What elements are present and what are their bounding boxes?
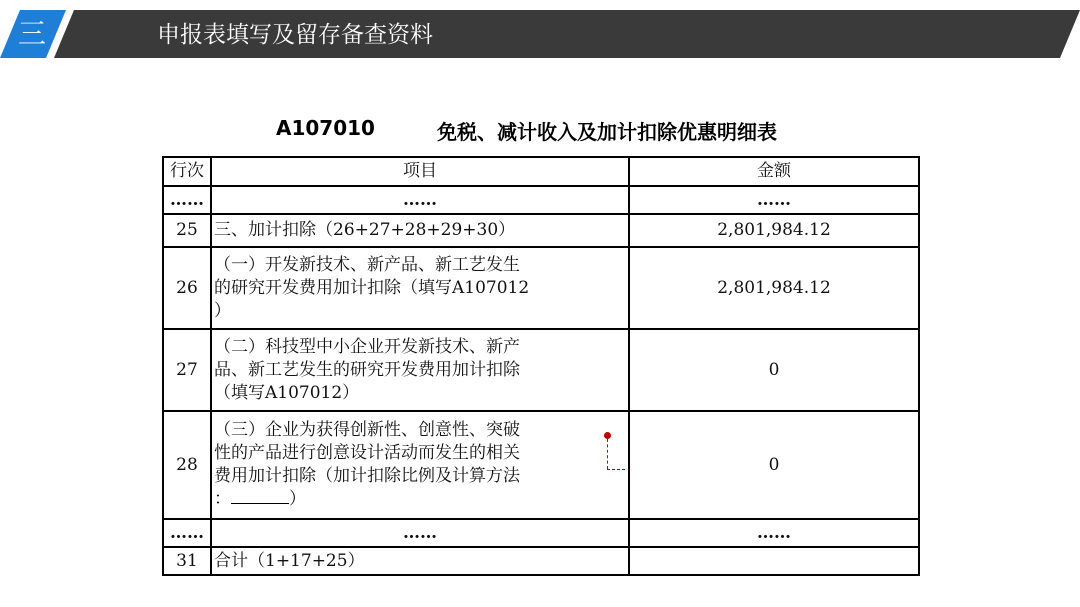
row-item-line: （填写A107012） xyxy=(214,382,360,403)
row-amount: 2,801,984.12 xyxy=(629,247,919,329)
table-title: 免税、减计收入及加计扣除优惠明细表 xyxy=(437,120,777,144)
row-item xyxy=(211,411,629,519)
row-item-close-paren: ） xyxy=(289,489,306,509)
row-amount: 0 xyxy=(629,411,919,519)
row-number: 28 xyxy=(163,411,211,519)
header-item: 项目 xyxy=(211,157,629,186)
row-item: …… xyxy=(211,519,629,547)
row-item-line: 性的产品进行创意设计活动而发生的相关 xyxy=(214,443,520,463)
row-item-line: ） xyxy=(214,300,231,321)
row-number: 26 xyxy=(163,247,211,329)
row-amount: …… xyxy=(629,519,919,547)
table-code: A107010 xyxy=(276,116,375,140)
header-banner xyxy=(0,10,1080,58)
table-row xyxy=(163,214,919,247)
row-item-colon: ： xyxy=(214,489,231,509)
row-number: 25 xyxy=(163,214,211,247)
row-item-line: 品、新工艺发生的研究开发费用加计扣除 xyxy=(214,359,520,380)
row-item-line: （一）开发新技术、新产品、新工艺发生 xyxy=(214,254,520,275)
row-number: …… xyxy=(163,186,211,214)
row-amount xyxy=(629,547,919,575)
row-item: 三、加计扣除（26+27+28+29+30） xyxy=(211,214,629,247)
row-item-line: （三）企业为获得创新性、创意性、突破 xyxy=(214,420,520,440)
page-title: 申报表填写及留存备查资料 xyxy=(157,22,433,48)
header-row-number: 行次 xyxy=(163,157,211,186)
row-amount: …… xyxy=(629,186,919,214)
annotation-dot xyxy=(604,432,611,439)
table-row xyxy=(163,519,919,547)
table-row xyxy=(163,186,919,214)
row-item-line: （二）科技型中小企业开发新技术、新产 xyxy=(214,336,520,357)
row-item: …… xyxy=(211,186,629,214)
header-amount: 金额 xyxy=(629,157,919,186)
table-row xyxy=(163,547,919,575)
row-item-line: 费用加计扣除（加计扣除比例及计算方法 xyxy=(214,466,520,486)
row-number: 31 xyxy=(163,547,211,575)
table-row xyxy=(163,411,919,519)
row-item xyxy=(211,247,629,329)
section-number: 三 xyxy=(17,17,46,50)
table-row xyxy=(163,329,919,411)
blank-underline xyxy=(231,489,289,504)
table-row xyxy=(163,247,919,329)
detail-table xyxy=(162,156,920,576)
table-header-row xyxy=(163,157,919,186)
annotation-line xyxy=(607,439,609,469)
row-item: 合计（1+17+25） xyxy=(211,547,629,575)
row-item xyxy=(211,329,629,411)
row-number: 27 xyxy=(163,329,211,411)
row-amount: 0 xyxy=(629,329,919,411)
annotation-line xyxy=(607,469,625,471)
row-item-line: 的研究开发费用加计扣除（填写A107012 xyxy=(214,277,530,298)
row-amount: 2,801,984.12 xyxy=(629,214,919,247)
row-item-line xyxy=(214,488,626,511)
row-number: …… xyxy=(163,519,211,547)
